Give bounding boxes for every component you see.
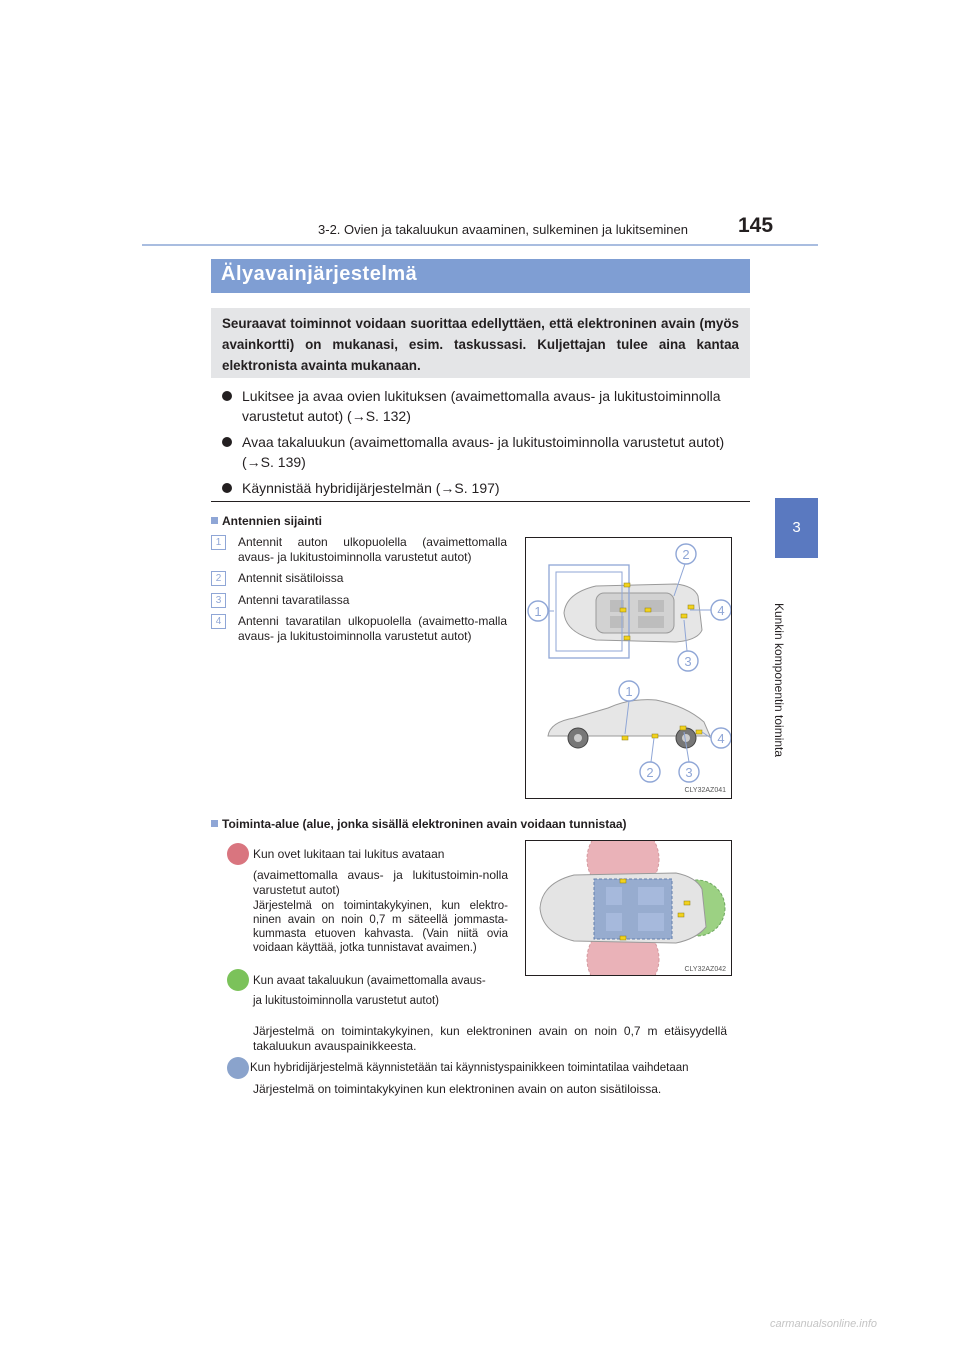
callout-label: 4	[717, 731, 725, 746]
callout-label: 3	[685, 765, 693, 780]
antenna-list	[211, 535, 507, 650]
list-item: 4 Antenni tavaratilan ulkopuolella (avaimetto-malla avaus- ja lukitustoiminnolla varustetut autot)	[211, 614, 507, 643]
section-divider	[211, 501, 750, 502]
bullet-icon	[222, 437, 232, 447]
callout-label: 1	[625, 684, 633, 699]
bullet-icon	[222, 391, 232, 401]
callout-label: 1	[534, 604, 542, 619]
watermark: carmanualsonline.info	[770, 1318, 878, 1330]
green-zone-description: Järjestelmä on toimintakykyinen, kun elektroninen avain on noin 0,7 m etäisyydellä takaluukun avauspainikkeesta.	[253, 1024, 727, 1053]
intro-text: Seuraavat toiminnot voidaan suorittaa edellyttäen, että elektroninen avain (myös avainkortti) on mukanasi, esim. taskussasi. Kuljettajan tulee aina kantaa elektronista avainta mukanaan.	[222, 316, 739, 373]
callout-label: 2	[646, 765, 654, 780]
chapter-side-label	[760, 560, 832, 800]
page-number: 145	[738, 214, 774, 237]
range-diagram	[526, 841, 731, 975]
green-zone-title: Kun avaat takaluukun (avaimettomalla avaus-	[253, 975, 486, 987]
range-figure	[525, 840, 732, 976]
list-item: 1 Antennit auton ulkopuolella (avaimettomalla avaus- ja lukitustoiminnolla varustetut autot)	[211, 535, 507, 564]
callout-label: 4	[717, 603, 725, 618]
antenna-figure	[525, 537, 732, 799]
list-item: Lukitsee ja avaa ovien lukituksen (avaimettomalla avaus- ja lukitustoiminnolla varustetut autot) (→S. 132)	[222, 386, 750, 426]
intro-box	[211, 308, 750, 378]
blue-zone-legend-icon	[227, 1057, 249, 1079]
red-zone-title: Kun ovet lukitaan tai lukitus avataan	[253, 847, 445, 861]
callout-label: 3	[684, 654, 692, 669]
list-item: Käynnistää hybridijärjestelmän (→S. 197)	[222, 478, 750, 498]
section-title: Älyavainjärjestelmä	[221, 263, 418, 285]
section-title-bar	[211, 259, 750, 293]
callout-number: 2	[211, 571, 226, 586]
feature-list	[222, 386, 750, 504]
chapter-tab[interactable]: 3	[775, 498, 818, 558]
green-zone-legend-icon	[227, 969, 249, 991]
blue-zone-description: Järjestelmä on toimintakykyinen kun elektroninen avain on auton sisätiloissa.	[253, 1082, 662, 1096]
running-header: 3-2. Ovien ja takaluukun avaaminen, sulkeminen ja lukitseminen	[318, 222, 688, 237]
square-bullet-icon	[211, 820, 218, 827]
square-bullet-icon	[211, 517, 218, 524]
blue-zone-title: Kun hybridijärjestelmä käynnistetään tai käynnistyspainikkeen toimintatilaa vaihdetaan	[250, 1062, 689, 1074]
callout-label: 2	[682, 547, 690, 562]
header-rule	[142, 244, 818, 246]
list-item: 2 Antennit sisätiloissa	[211, 571, 507, 586]
antenna-heading: Antennien sijainti	[211, 514, 322, 528]
range-heading: Toiminta-alue (alue, jonka sisällä elektroninen avain voidaan tunnistaa)	[211, 817, 627, 831]
callout-number: 1	[211, 535, 226, 550]
green-zone-subtitle: ja lukitustoiminnolla varustetut autot)	[253, 995, 440, 1007]
red-zone-description: Järjestelmä on toimintakykyinen, kun elektro-ninen avain on noin 0,7 m säteellä jommasta-kummasta etuoven kahvasta. (Vain niitä ovia voidaan käyttää, jotka tunnistavat avaimen.)	[253, 900, 508, 954]
bullet-icon	[222, 483, 232, 493]
figure-code: CLY32AZ041	[684, 787, 726, 794]
list-item: Avaa takaluukun (avaimettomalla avaus- ja lukitustoiminnolla varustetut autot) (→S. 139)	[222, 432, 750, 472]
antenna-diagram	[526, 538, 731, 798]
figure-code: CLY32AZ042	[684, 966, 726, 973]
red-zone-subtitle: (avaimettomalla avaus- ja lukitustoimin-nolla varustetut autot)	[253, 868, 508, 897]
list-item: 3 Antenni tavaratilassa	[211, 593, 507, 608]
red-zone-legend-icon	[227, 843, 249, 865]
callout-number: 3	[211, 593, 226, 608]
callout-number: 4	[211, 614, 226, 629]
chapter-label-text: Kunkin komponentin toiminta	[772, 602, 786, 758]
car-top-view	[564, 584, 702, 642]
